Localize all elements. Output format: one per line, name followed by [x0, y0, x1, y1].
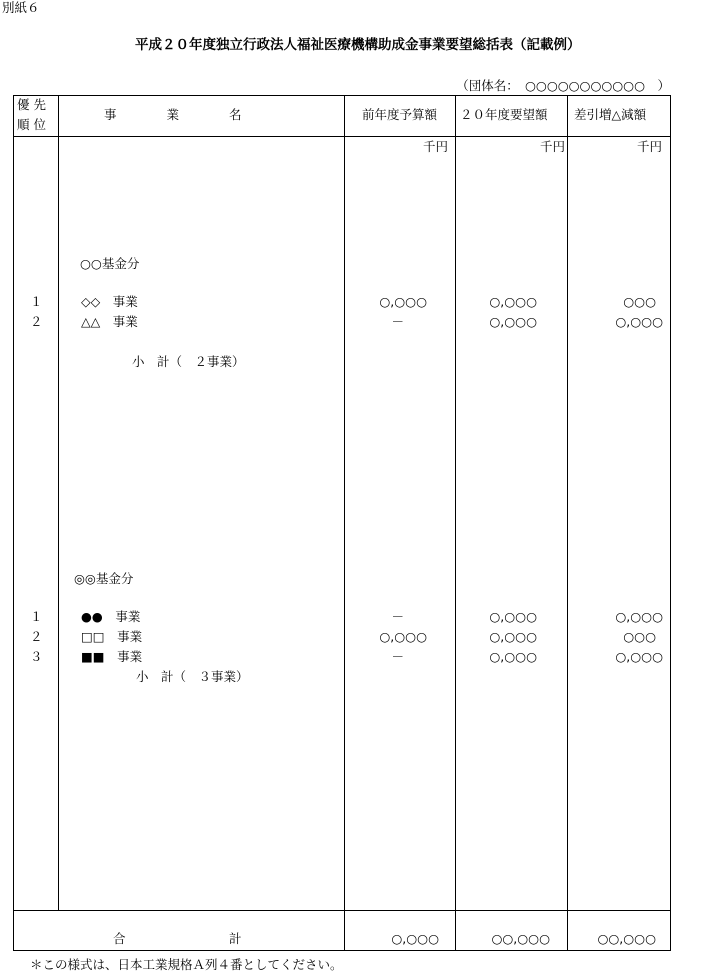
row-project-name: △△ 事業: [81, 314, 138, 329]
project-column-divider: [344, 95, 345, 951]
row-priority: ２: [30, 314, 43, 329]
fund-label-2: ◎◎基金分: [74, 571, 134, 586]
organization-name: （団体名： ○○○○○○○○○○○ ）: [456, 78, 670, 93]
header-project-name: 事 業 名: [104, 107, 242, 122]
row-priority: １: [30, 294, 43, 309]
row-request: ○,○○○: [489, 609, 537, 624]
row-priority: ２: [30, 629, 43, 644]
row-prev: －: [391, 609, 404, 624]
row-diff: ○○○: [623, 629, 656, 644]
row-prev: －: [391, 314, 404, 329]
row-prev: ○,○○○: [379, 629, 427, 644]
row-project-name: □□ 事業: [81, 629, 143, 644]
total-label-right: 計: [229, 931, 242, 946]
table-bottom-border: [13, 950, 671, 951]
row-priority: ３: [30, 649, 43, 664]
attachment-label: 別紙６: [2, 0, 40, 15]
row-prev: ○,○○○: [379, 294, 427, 309]
header-request: ２０年度要望額: [460, 107, 548, 122]
row-diff: ○,○○○: [615, 314, 663, 329]
total-request: ○○,○○○: [491, 931, 550, 946]
fund-label-1: ○○基金分: [80, 256, 140, 271]
row-request: ○,○○○: [489, 649, 537, 664]
unit-request: 千円: [539, 139, 565, 154]
table-top-border: [13, 95, 671, 96]
row-request: ○,○○○: [489, 294, 537, 309]
row-diff: ○○○: [623, 294, 656, 309]
row-project-name: ●● 事業: [81, 609, 141, 624]
priority-column-divider: [58, 95, 59, 910]
header-bottom-border: [13, 136, 671, 137]
row-prev: －: [391, 649, 404, 664]
row-request: ○,○○○: [489, 314, 537, 329]
row-diff: ○,○○○: [615, 649, 663, 664]
footnote: ＊この様式は、日本工業規格Ａ列４番としてください。: [30, 957, 343, 972]
subtotal-2: 小 計（ ３事業）: [136, 669, 249, 684]
row-project-name: ◇◇ 事業: [81, 294, 138, 309]
total-top-border: [13, 910, 671, 911]
header-priority-line1: 優 先: [17, 97, 46, 112]
table-right-border: [670, 95, 671, 951]
header-diff: 差引増△減額: [574, 107, 647, 122]
prev-column-divider: [455, 95, 456, 951]
row-diff: ○,○○○: [615, 609, 663, 624]
row-request: ○,○○○: [489, 629, 537, 644]
table-left-border: [13, 95, 14, 951]
row-priority: １: [30, 609, 43, 624]
header-prev-budget: 前年度予算額: [362, 107, 438, 122]
page-title: 平成２０年度独立行政法人福祉医療機構助成金事業要望総括表（記載例）: [135, 37, 581, 53]
subtotal-1: 小 計（ ２事業）: [132, 354, 245, 369]
header-priority-line2: 順 位: [17, 117, 46, 132]
total-prev: ○,○○○: [391, 931, 439, 946]
request-column-divider: [567, 95, 568, 951]
row-project-name: ■■ 事業: [81, 649, 143, 664]
total-label-left: 合: [113, 931, 126, 946]
unit-diff: 千円: [636, 139, 662, 154]
unit-prev: 千円: [422, 139, 448, 154]
total-diff: ○○,○○○: [597, 931, 656, 946]
